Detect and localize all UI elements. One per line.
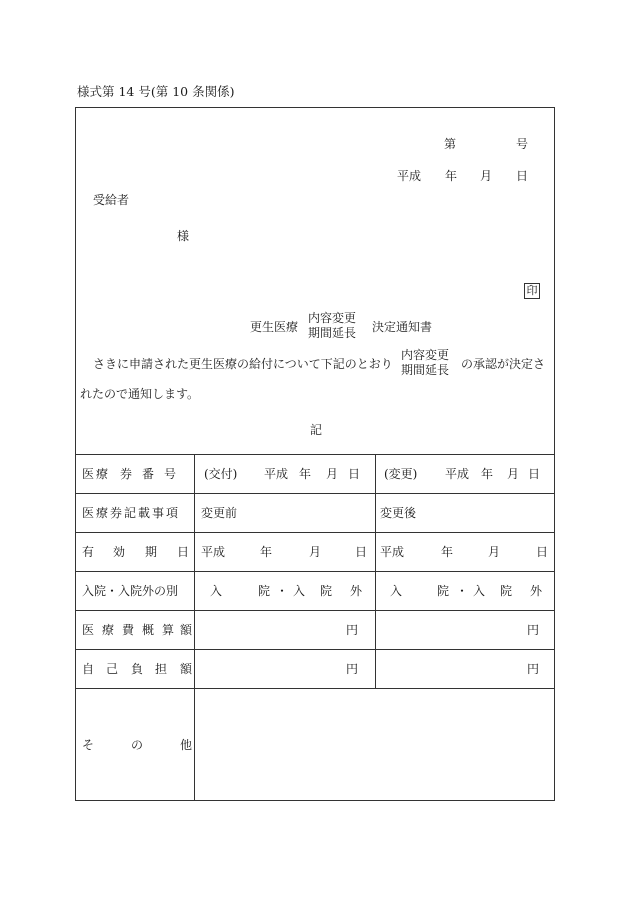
row-right-value: 年 [441,545,454,559]
row-label-char: 効 [113,545,126,559]
row-label-char: 項 [166,506,179,520]
seal-mark: 印 [524,283,540,299]
row-label-char: 番 [142,467,155,481]
row-left-value: 入 [293,584,306,598]
row-label: 入院・入院外の別 [82,584,179,598]
row-right-value: 月 [488,545,501,559]
row-label-char: 概 [142,623,155,637]
row-left-value: 平成 [264,467,289,481]
row-right-value: 入 [390,584,403,598]
row-label-char: 療 [102,623,115,637]
row-left-value: 外 [350,584,363,598]
notice-title-suffix: 決定通知書 [372,320,433,334]
row-label-char: 負 [131,662,144,676]
row-label-char: 療 [96,506,109,520]
row-label-char: 己 [106,662,119,676]
row-label-char: そ [82,738,95,752]
row-right-value: 円 [527,623,540,637]
notice-title-prefix: 更生医療 [250,320,299,334]
body-line1-end: の承認が決定さ [461,357,546,371]
row-right-value: 入 [473,584,486,598]
row-label-char: 事 [152,506,165,520]
row-left-value: 平成 [201,545,226,559]
row-right-value: 変更後 [380,506,417,520]
row-right-value: (変更) [384,467,418,481]
body-line2: れたので通知します。 [80,387,200,401]
body-option-bottom: 期間延長 [401,363,450,377]
row-label-char: 額 [180,623,193,637]
row-left-value: 日 [355,545,368,559]
row-left-value: ・ [276,584,289,598]
row-label-char: 自 [82,662,95,676]
row-label-char: 記 [124,506,137,520]
recipient-honorific: 様 [177,229,190,243]
body-option-top: 内容変更 [401,348,450,362]
number-prefix: 第 [444,137,457,151]
row-label-char: 載 [138,506,151,520]
row-left-value: 円 [346,662,359,676]
row-label-char: の [131,738,144,752]
row-left-value: 月 [309,545,322,559]
row-right-value: 院 [437,584,450,598]
row-label-char: 有 [82,545,95,559]
row-label-char: 算 [162,623,175,637]
row-left-value: 変更前 [201,506,238,520]
row-right-value: 日 [528,467,541,481]
notice-title-option-top: 内容変更 [308,311,357,325]
date-month: 月 [480,169,493,183]
row-label-char: 券 [120,467,133,481]
row-left-value: 月 [326,467,339,481]
date-day: 日 [516,169,529,183]
row-label-char: 額 [180,662,193,676]
row-right-value: 円 [527,662,540,676]
row-label-char: 医 [82,623,95,637]
ki-heading: 記 [310,423,323,437]
row-left-value: 年 [260,545,273,559]
row-label-char: 療 [96,467,109,481]
row-left-value: 院 [258,584,271,598]
row-label-char: 券 [110,506,123,520]
row-right-value: ・ [456,584,469,598]
row-left-value: 円 [346,623,359,637]
row-left-value: 日 [348,467,361,481]
notice-title-option-bottom: 期間延長 [308,326,357,340]
row-label-char: 担 [155,662,168,676]
row-label-char: 号 [164,467,177,481]
date-era: 平成 [397,169,422,183]
date-year: 年 [445,169,458,183]
row-label-char: 日 [177,545,190,559]
row-label-char: 医 [82,506,95,520]
row-label-char: 期 [145,545,158,559]
row-label-char: 医 [82,467,95,481]
row-left-value: 院 [320,584,333,598]
row-right-value: 年 [481,467,494,481]
body-options [401,348,449,378]
row-left-value: 入 [210,584,223,598]
row-label-char: 他 [180,738,193,752]
body-line1-start: さきに申請された更生医療の給付について下記のとおり [93,357,393,371]
row-right-value: 平成 [445,467,470,481]
row-right-value: 平成 [380,545,405,559]
row-right-value: 院 [500,584,513,598]
row-left-value: 年 [299,467,312,481]
row-right-value: 日 [536,545,549,559]
row-label-char: 費 [122,623,135,637]
number-suffix: 号 [516,137,529,151]
recipient-label: 受給者 [93,193,130,207]
form-title: 様式第 14 号(第 10 条関係) [77,84,235,99]
notice-title-options [308,311,356,341]
row-left-value: (交付) [204,467,238,481]
row-right-value: 月 [507,467,520,481]
row-right-value: 外 [530,584,543,598]
